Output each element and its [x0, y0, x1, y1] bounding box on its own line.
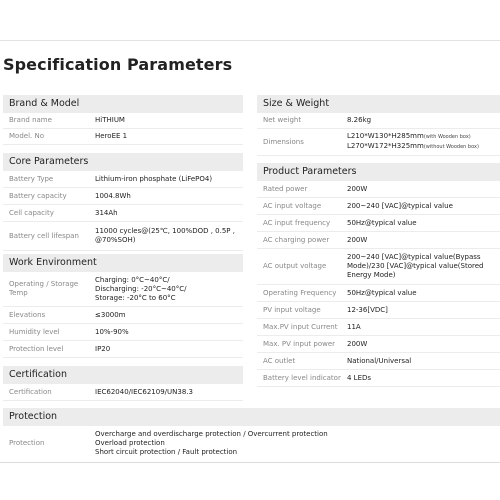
- row-label: Operating Frequency: [263, 288, 337, 297]
- row-label: AC outlet: [263, 356, 296, 365]
- row-label: Protection: [9, 438, 45, 447]
- row-value: 200W: [347, 339, 368, 348]
- table-row: [257, 319, 500, 336]
- certification-section: [3, 366, 243, 401]
- table-row: [3, 307, 243, 324]
- row-value: 10%-90%: [95, 327, 129, 336]
- row-value: 8.26kg: [347, 116, 372, 124]
- page-title: Specification Parameters: [3, 55, 233, 74]
- row-value: Charging: 0°C~40°C/ Discharging: -20°C~40°C/ Storage: -20°C to 60°C: [95, 275, 187, 302]
- row-value: [347, 132, 479, 152]
- table-row: [257, 285, 500, 302]
- row-value: 314Ah: [95, 208, 118, 217]
- row-label: AC output voltage: [263, 262, 327, 270]
- row-label: Humidity level: [9, 327, 60, 336]
- row-value: 1004.8Wh: [95, 191, 131, 200]
- row-value: 4 LEDs: [347, 373, 372, 382]
- row-label: Battery capacity: [9, 191, 67, 200]
- row-label: Battery Type: [9, 174, 54, 183]
- section-header: Brand & Model: [3, 95, 243, 113]
- row-label: AC input voltage: [263, 201, 322, 210]
- row-value: 200~240 [VAC]@typical value: [347, 201, 453, 210]
- table-row: [257, 113, 500, 129]
- table-row: [257, 198, 500, 215]
- table-row: [257, 232, 500, 249]
- table-row: [3, 426, 500, 460]
- row-label: Net weight: [263, 116, 302, 124]
- table-row: [3, 324, 243, 341]
- row-value: HeroEE 1: [95, 132, 128, 140]
- protection-line: Overload protection: [95, 438, 165, 447]
- row-label: Elevations: [9, 310, 46, 319]
- work-environment-section: [3, 254, 243, 358]
- dimension-without-box: L270*W172*H325mm: [347, 142, 424, 150]
- row-label: Max. PV input power: [263, 339, 336, 348]
- row-value: 11000 cycles@(25℃, 100%DOD , 0.5P , @70%SOH): [95, 227, 235, 244]
- table-row: [257, 353, 500, 370]
- table-row: [257, 249, 500, 285]
- row-label: Battery level indicator: [263, 373, 341, 382]
- row-value: ≤3000m: [95, 310, 126, 319]
- row-value: 50Hz@typical value: [347, 218, 417, 227]
- table-row: [257, 181, 500, 198]
- table-row: [3, 129, 243, 145]
- row-value: IP20: [95, 344, 111, 353]
- table-row: [3, 113, 243, 129]
- row-label: Dimensions: [263, 137, 304, 146]
- row-value: 200W: [347, 184, 368, 193]
- protection-line: Overcharge and overdischarge protection / Overcurrent protection: [95, 429, 328, 438]
- row-label: Protection level: [9, 344, 64, 353]
- row-value: 200~240 [VAC]@typical value(Bypass Mode)/230 [VAC]@typical value(Stored Energy Mode): [347, 253, 484, 279]
- protection-line: Short circuit protection / Fault protection: [95, 447, 238, 456]
- section-header: Size & Weight: [257, 95, 500, 113]
- bottom-divider: [0, 462, 500, 463]
- row-value: [95, 430, 328, 457]
- size-weight-section: [257, 95, 500, 156]
- row-label: Battery cell lifespan: [9, 231, 79, 240]
- protection-section: [3, 408, 500, 460]
- product-parameters-section: [257, 163, 500, 387]
- row-value: IEC62040/IEC62109/UN38.3: [95, 387, 193, 396]
- table-row: [257, 336, 500, 353]
- top-divider: [0, 40, 500, 41]
- row-label: AC input frequency: [263, 218, 331, 227]
- row-label: Operating / Storage Temp: [9, 280, 79, 297]
- row-value: 200W: [347, 235, 368, 244]
- table-row: [257, 302, 500, 319]
- row-value: 11A: [347, 322, 361, 331]
- row-label: Cell capacity: [9, 208, 54, 217]
- dimension-note: (without Wooden box): [423, 144, 479, 150]
- section-header: Core Parameters: [3, 153, 243, 171]
- table-row: [3, 222, 243, 251]
- table-row: [3, 171, 243, 188]
- row-value: Lithium-iron phosphate (LiFePO4): [95, 174, 213, 183]
- table-row: [3, 384, 243, 401]
- dimension-note: (with Wooden box): [423, 134, 471, 140]
- row-value: National/Universal: [347, 356, 412, 365]
- table-row: [257, 370, 500, 387]
- section-header: Certification: [3, 366, 243, 384]
- table-row: [3, 205, 243, 222]
- table-row: [3, 272, 243, 307]
- row-value: HiTHIUM: [95, 116, 125, 124]
- core-parameters-section: [3, 153, 243, 251]
- table-row: [257, 215, 500, 232]
- table-row: [3, 188, 243, 205]
- row-label: Rated power: [263, 184, 308, 193]
- row-label: AC charging power: [263, 235, 330, 244]
- row-label: PV input voltage: [263, 305, 321, 314]
- row-label: Certification: [9, 387, 52, 396]
- row-value: 12-36[VDC]: [347, 305, 388, 314]
- row-value: 50Hz@typical value: [347, 288, 417, 297]
- brand-model-section: [3, 95, 243, 145]
- section-header: Protection: [3, 408, 500, 426]
- section-header: Work Environment: [3, 254, 243, 272]
- row-label: Brand name: [9, 116, 52, 124]
- dimension-with-box: L210*W130*H285mm: [347, 132, 424, 140]
- table-row: [257, 129, 500, 156]
- table-row: [3, 341, 243, 358]
- row-label: Model. No: [9, 132, 44, 140]
- row-label: Max.PV input Current: [263, 322, 338, 331]
- section-header: Product Parameters: [257, 163, 500, 181]
